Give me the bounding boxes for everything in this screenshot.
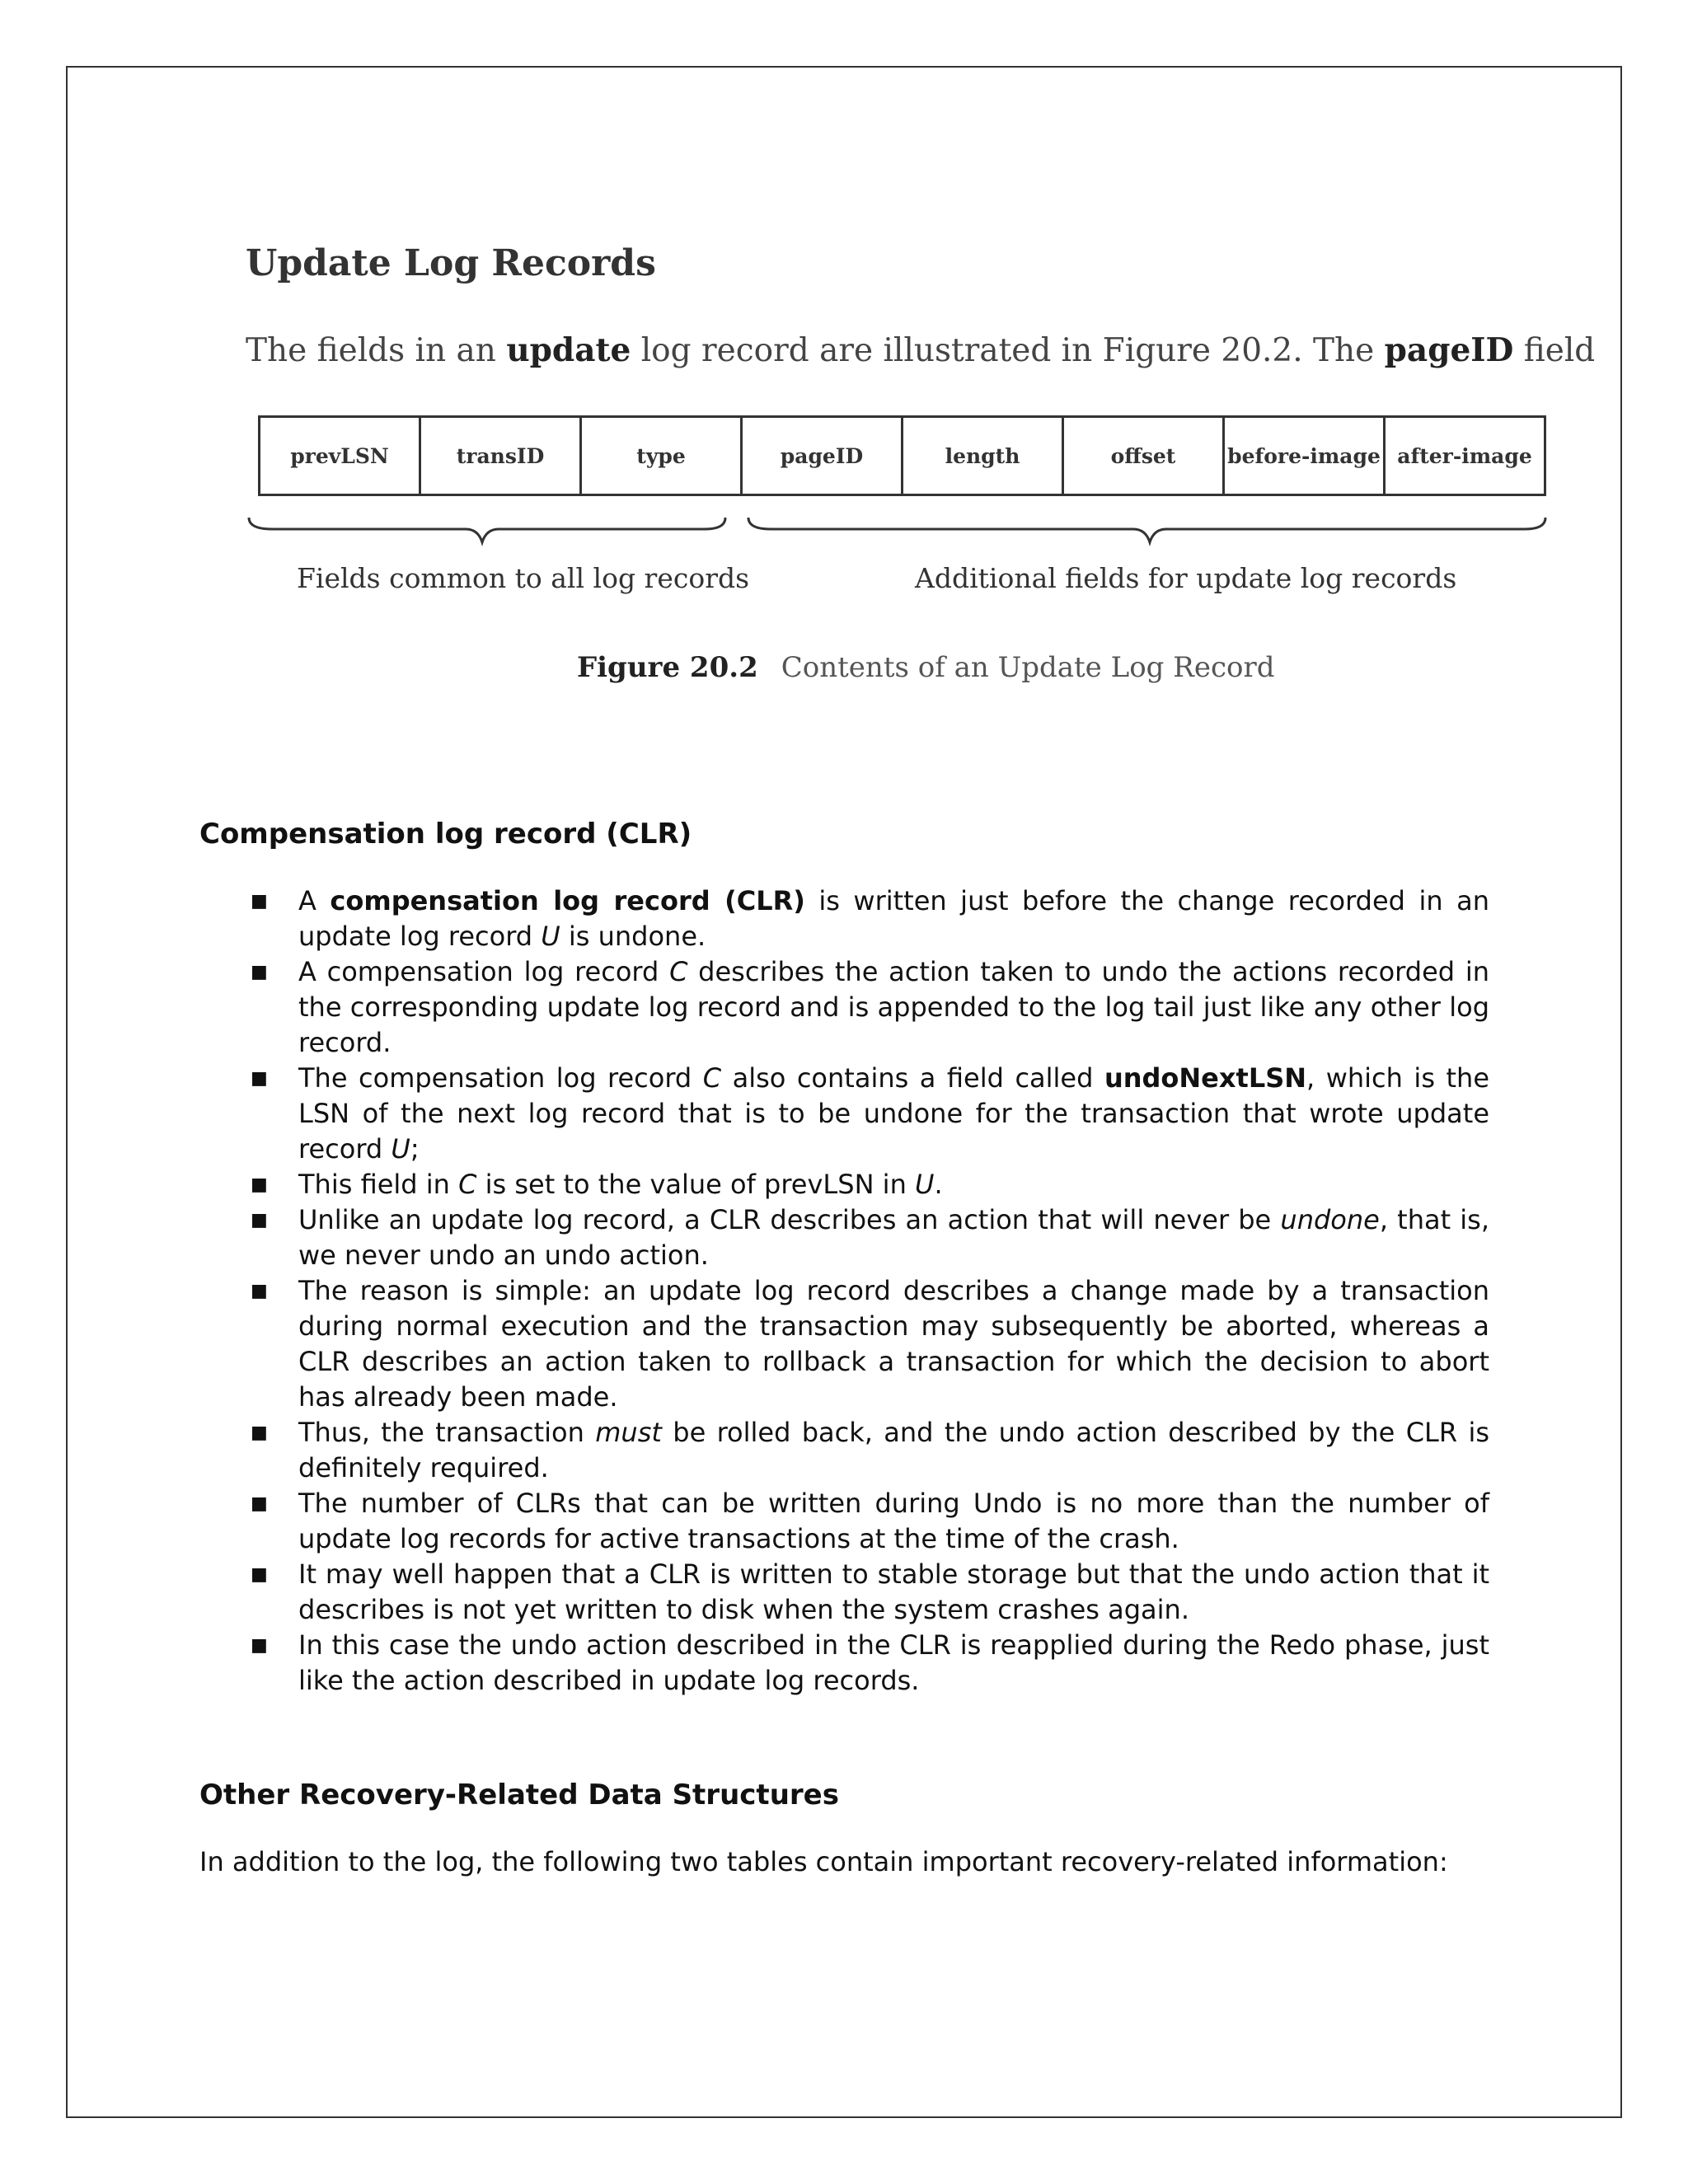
common-fields-brace [249, 518, 725, 542]
bullet-square-icon: ■ [251, 1068, 268, 1089]
recovery-structures-text: In addition to the log, the following two tables contain important recovery-related information: [199, 1846, 1448, 1877]
figure-number: Figure 20.2 [577, 651, 758, 684]
log-record-fields-table [258, 415, 1546, 496]
intro-text: field [1513, 332, 1596, 369]
intro-bold-update: update [506, 331, 631, 369]
common-fields-label: Fields common to all log records [297, 562, 750, 594]
main-content [199, 816, 1489, 1880]
list-item: ■ The reason is simple: an update log record describes a change made by a transaction during normal execution and the transaction may subsequently be aborted, whereas a CLR describes an action taken to rollback a transaction for which the decision to abort has already been made. [251, 1275, 1489, 1413]
list-item: ■ Unlike an update log record, a CLR describes an action that will never be undone, that is, we never undo an undo action. [251, 1204, 1490, 1271]
bullet-square-icon: ■ [251, 1281, 268, 1301]
figure-heading: Update Log Records [246, 242, 656, 284]
list-item: ■ A compensation log record C describes the action taken to undo the actions recorded in the corresponding update log record and is appended to the log tail just like any other log record. [251, 956, 1489, 1058]
figure-intro [246, 331, 1595, 369]
bullet-square-icon: ■ [251, 1174, 268, 1195]
field-cell: type [581, 417, 742, 495]
field-cell: before-image [1224, 417, 1385, 495]
bullet-square-icon: ■ [251, 1493, 268, 1514]
additional-fields-brace [748, 518, 1545, 542]
clr-bullet-list [199, 883, 1489, 1699]
intro-text: The fields in an [246, 332, 507, 369]
intro-bold-pageid: pageID [1384, 331, 1514, 369]
field-group-braces [239, 511, 1558, 560]
list-item: ■ It may well happen that a CLR is written to stable storage but that the undo action that it describes is not yet written to disk when the system crashes again. [251, 1558, 1489, 1625]
list-item: ■ Thus, the transaction must be rolled back, and the undo action described by the CLR is definitely required. [251, 1417, 1490, 1483]
bullet-square-icon: ■ [251, 962, 268, 982]
field-cell: transID [420, 417, 581, 495]
field-cell: pageID [742, 417, 903, 495]
field-cell: length [903, 417, 1063, 495]
figure-20-2 [239, 239, 1596, 709]
field-cell: prevLSN [260, 417, 420, 495]
list-item: ■ The compensation log record C also contains a field called undoNextLSN, which is the LSN of the next log record that is to be undone for the transaction that wrote update record U; [251, 1062, 1490, 1165]
field-cell: after-image [1385, 417, 1545, 495]
bullet-square-icon: ■ [251, 891, 268, 912]
list-item: ■ This field in C is set to the value of prevLSN in U. [199, 1167, 1489, 1202]
list-item: ■ A compensation log record (CLR) is written just before the change recorded in an update log record U is undone. [251, 885, 1490, 952]
intro-text: log record are illustrated in Figure 20.2. The [631, 332, 1385, 369]
recovery-structures-title: Other Recovery-Related Data Structures [199, 1779, 839, 1811]
additional-fields-label: Additional fields for update log records [915, 562, 1457, 594]
figure-caption-text: Contents of an Update Log Record [781, 651, 1275, 684]
bullet-square-icon: ■ [251, 1422, 268, 1443]
bullet-square-icon: ■ [251, 1635, 268, 1656]
bullet-square-icon: ■ [251, 1210, 268, 1230]
list-item: ■ The number of CLRs that can be written during Undo is no more than the number of update log records for active transactions at the time of the crash. [251, 1488, 1489, 1554]
clr-section-title: Compensation log record (CLR) [199, 818, 692, 851]
field-cell: offset [1063, 417, 1224, 495]
list-item: ■ In this case the undo action described in the CLR is reapplied during the Redo phase, just like the action described in update log records. [251, 1629, 1489, 1696]
bullet-square-icon: ■ [251, 1564, 268, 1585]
figure-caption [577, 651, 1275, 684]
